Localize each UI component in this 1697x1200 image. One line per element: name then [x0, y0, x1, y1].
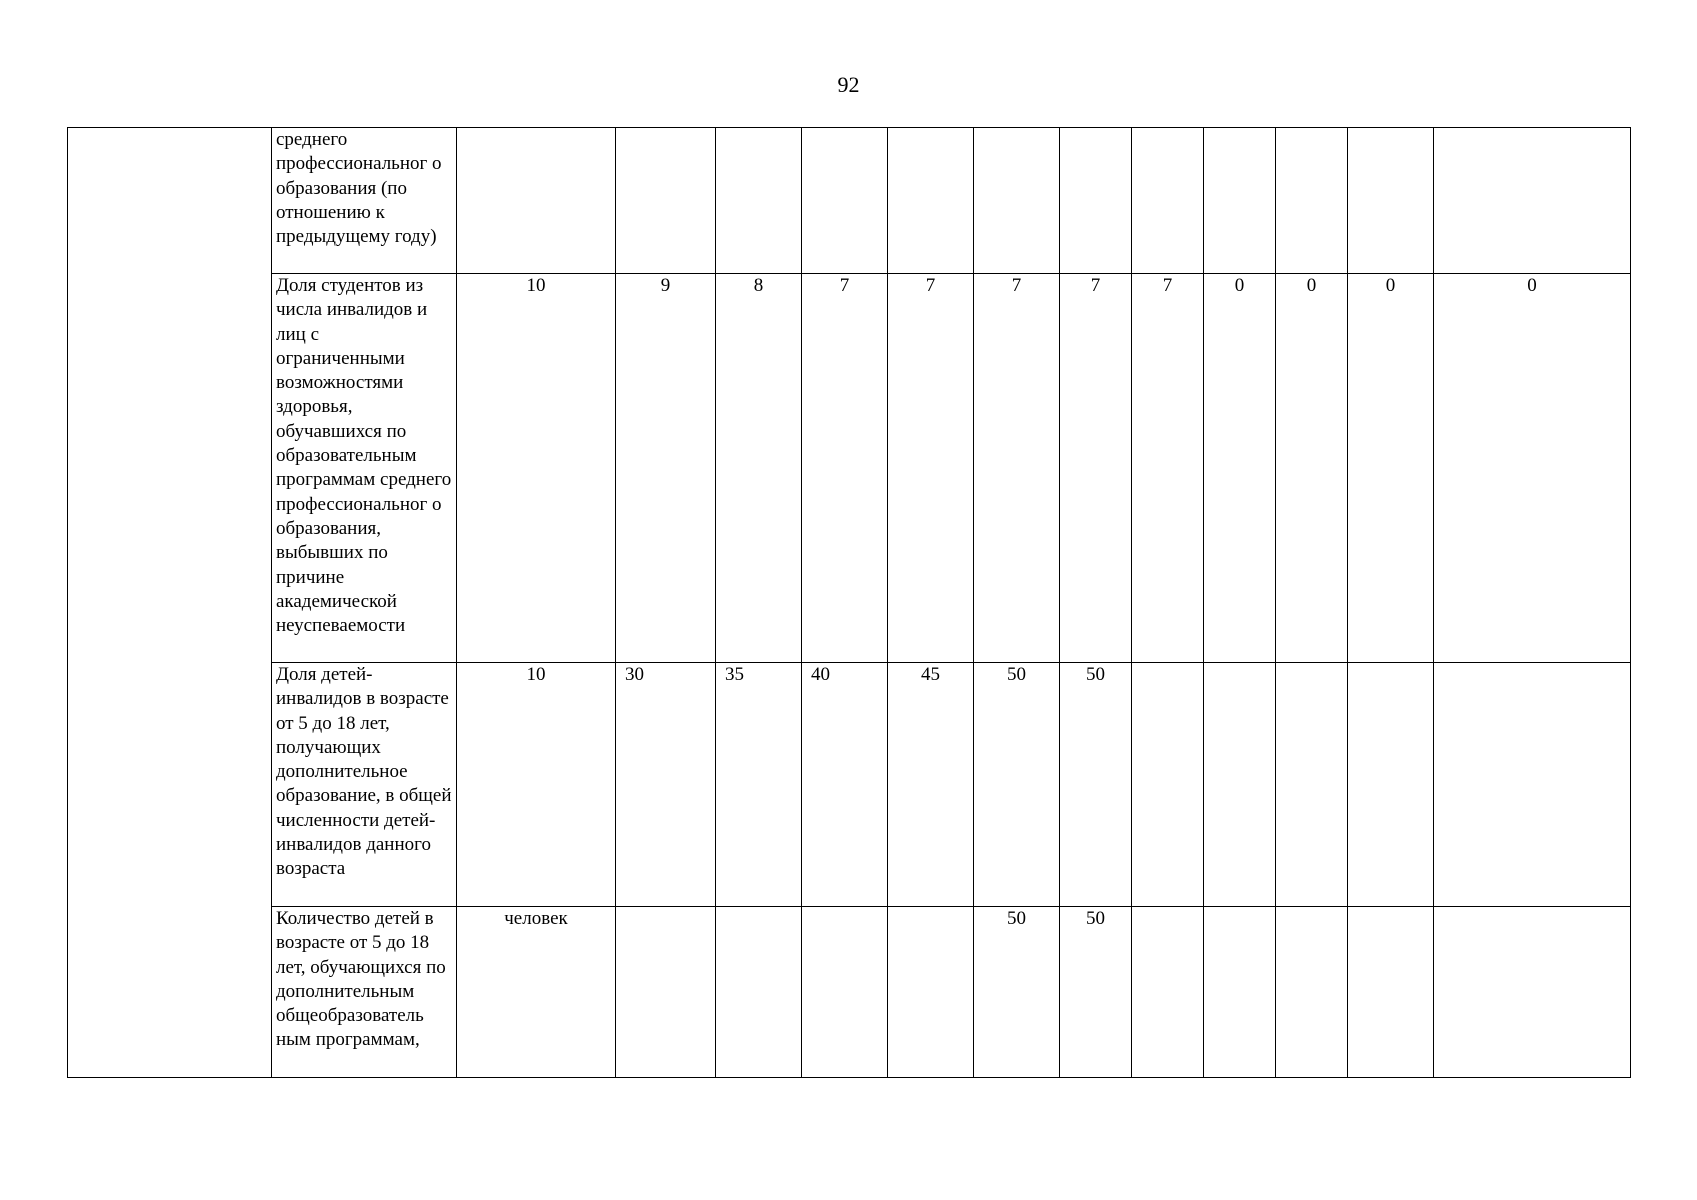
value-cell [1348, 128, 1434, 274]
value-cell [1348, 907, 1434, 1078]
value-cell [1434, 907, 1631, 1078]
value-cell: 9 [616, 274, 716, 663]
value-cell [1348, 663, 1434, 907]
table-row [68, 907, 1631, 1078]
value-cell [888, 907, 974, 1078]
value-cell: 50 [974, 907, 1060, 1078]
value-cell: 0 [1204, 274, 1276, 663]
value-cell [802, 128, 888, 274]
value-cell: 50 [974, 663, 1060, 907]
value-cell: 10 [457, 274, 616, 663]
value-cell: 50 [1060, 907, 1132, 1078]
value-cell: 30 [616, 663, 716, 907]
value-cell [1434, 128, 1631, 274]
value-cell: 35 [716, 663, 802, 907]
value-cell: 7 [888, 274, 974, 663]
value-cell [802, 907, 888, 1078]
indicators-table [67, 127, 1631, 1078]
value-cell: 40 [802, 663, 888, 907]
page-number: 92 [837, 72, 860, 97]
value-cell [1276, 128, 1348, 274]
value-cell [1276, 907, 1348, 1078]
value-cell [974, 128, 1060, 274]
value-cell [1204, 907, 1276, 1078]
indicator-label: Доля детей-инвалидов в возрасте от 5 до 18 лет, получающих дополнительное образование, в общей численности детей-инвалидов данного возраста [272, 663, 457, 907]
table-row [68, 128, 1631, 274]
value-cell [1132, 663, 1204, 907]
indicator-label: среднего профессиональног о образования (по отношению к предыдущему году) [272, 128, 457, 274]
value-cell [888, 128, 974, 274]
value-cell [1204, 663, 1276, 907]
value-cell: 0 [1348, 274, 1434, 663]
value-cell [1204, 128, 1276, 274]
value-cell [616, 907, 716, 1078]
value-cell [716, 128, 802, 274]
indicator-label: Количество детей в возрасте от 5 до 18 лет, обучающихся по дополнительным общеобразователь ным программам, [272, 907, 457, 1078]
indicator-label: Доля студентов из числа инвалидов и лиц с ограниченными возможностями здоровья, обучавшихся по образовательным программам среднего профессиональног о образования, выбывших по причине академической неуспеваемости [272, 274, 457, 663]
value-cell: 7 [1132, 274, 1204, 663]
value-cell [1132, 907, 1204, 1078]
value-cell [716, 907, 802, 1078]
section-cell [68, 128, 272, 1078]
value-cell [1132, 128, 1204, 274]
value-cell: 7 [802, 274, 888, 663]
value-cell: 7 [1060, 274, 1132, 663]
value-cell [1434, 663, 1631, 907]
value-cell [1276, 663, 1348, 907]
value-cell: 45 [888, 663, 974, 907]
table-row [68, 663, 1631, 907]
value-cell [457, 128, 616, 274]
table-row [68, 274, 1631, 663]
value-cell: 10 [457, 663, 616, 907]
value-cell [1060, 128, 1132, 274]
value-cell: 0 [1434, 274, 1631, 663]
value-cell [616, 128, 716, 274]
value-cell: 50 [1060, 663, 1132, 907]
unit-cell: человек [457, 907, 616, 1078]
value-cell: 7 [974, 274, 1060, 663]
value-cell: 0 [1276, 274, 1348, 663]
value-cell: 8 [716, 274, 802, 663]
